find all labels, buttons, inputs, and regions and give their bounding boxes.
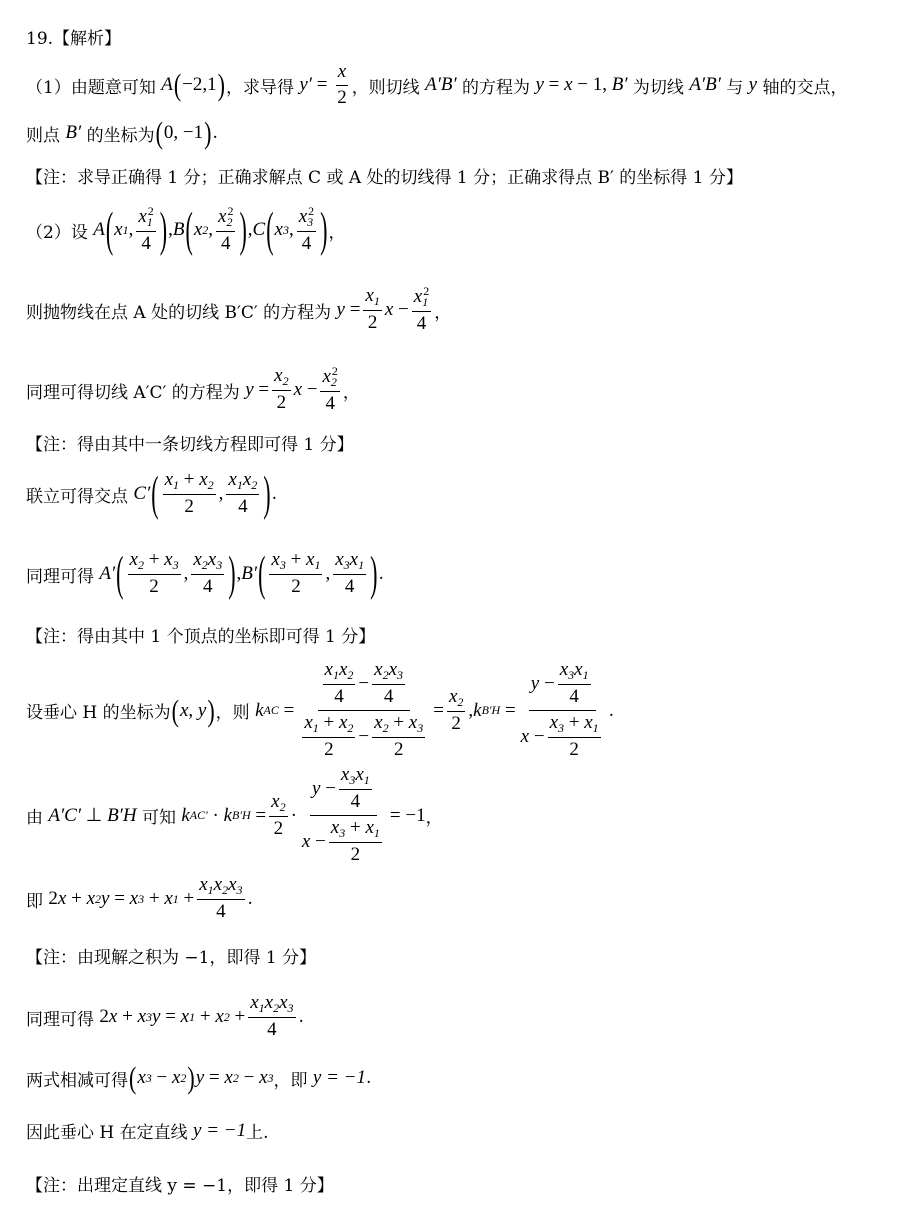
x: x: [384, 299, 394, 321]
frac-x-over-2: [335, 62, 349, 109]
part1-text-b: ，求导得: [225, 77, 300, 98]
x2: x: [193, 219, 203, 241]
den: 2: [337, 86, 347, 108]
p8-b: 可知: [136, 808, 182, 829]
n: y − $\frac{x_3x_1}{4}$: [529, 660, 596, 711]
n: $x_2$: [269, 792, 287, 817]
d: 4: [325, 393, 335, 415]
frac-x2sq: [216, 205, 235, 255]
f1: [163, 470, 216, 518]
f1: [272, 366, 290, 414]
f1: [128, 550, 181, 598]
n: $x_2^2$: [320, 365, 339, 392]
f2: [320, 365, 339, 415]
d: 4: [203, 576, 213, 598]
p7-a: 设垂心 H 的坐标为: [26, 703, 171, 724]
part1-text-d: 的方程为: [456, 77, 536, 98]
note-3: [26, 622, 880, 647]
p9-end: .: [247, 889, 253, 910]
xy: x: [179, 699, 189, 721]
sAC: AC: [263, 703, 279, 718]
line-AB-2: A′B′: [689, 74, 721, 96]
n3: $x_3^2$: [297, 205, 316, 232]
d: 2: [273, 817, 284, 839]
note-1: [26, 163, 880, 188]
paren-c: ): [204, 114, 212, 150]
Bp: B′: [241, 563, 258, 585]
p11-end: .: [365, 1068, 372, 1088]
paren-close: ): [217, 67, 225, 103]
p11-a: 两式相减可得: [26, 1070, 128, 1091]
pc1: ): [159, 201, 168, 257]
part1-text-g: 轴的交点，: [757, 77, 848, 98]
tangent-AC: [26, 365, 880, 415]
n: $x_2 + x_3$: [128, 550, 181, 575]
p9-a: 即: [26, 891, 49, 912]
po2: (: [185, 201, 193, 257]
eq3: =: [500, 699, 516, 721]
line-AB: A′B′: [425, 74, 457, 96]
pc2: ): [239, 201, 247, 257]
eq-B: B′: [611, 74, 628, 96]
s1: AC′: [189, 808, 208, 823]
n2: $x_2^2$: [216, 205, 235, 232]
n: $x_1x_2$: [226, 470, 259, 495]
p3-end: ，: [434, 302, 452, 323]
f1: [363, 286, 381, 334]
y-axis: y: [748, 74, 758, 96]
eq: =: [344, 299, 361, 321]
c2: ,: [325, 563, 331, 585]
pc3: ): [320, 201, 328, 257]
cm: ,: [468, 699, 474, 721]
note5-text: 【注：出理定直线 y = −1，即得 1 分】: [26, 1176, 334, 1196]
equals: =: [311, 74, 333, 96]
note2-text: 【注：得由其中一条切线方程即可得 1 分】: [26, 435, 354, 455]
d: $\frac{x_1 + x_2}{2}$ − $\frac{x_2 + x_3}{2}$: [304, 712, 424, 761]
f2: [226, 470, 259, 518]
p6-a: 同理可得: [26, 566, 100, 587]
d: 4: [238, 496, 248, 518]
po3: (: [266, 201, 274, 257]
n: $x_1^2$: [136, 205, 155, 232]
kBH: k: [473, 699, 482, 721]
frac-x1sq: [136, 205, 155, 255]
d: 4: [267, 1019, 277, 1041]
cm1: ,: [168, 219, 173, 241]
x3: x: [274, 219, 283, 241]
eq2: =: [433, 699, 444, 721]
po: (: [129, 1059, 137, 1095]
frac-x3sq: [297, 205, 316, 255]
p1b-b: 的坐标为: [81, 125, 155, 146]
pC: C: [252, 219, 266, 241]
po: (: [116, 545, 124, 601]
equation-1: 即 2 x + x 2 y = x 3 + x 1 + $\frac{x_1x_2x_3}{4}$ .: [26, 874, 253, 923]
d: 4: [344, 576, 355, 598]
tangent-eq: y: [535, 74, 544, 96]
n: y − $\frac{x_3x_1}{4}$: [310, 765, 377, 816]
n: $x_1 + x_2$: [163, 470, 216, 495]
subtract: 两式相减可得 ( x 3 − x 2 ) y = x 2 − x 3 ，即 y = −1 .: [26, 1059, 372, 1095]
f: [248, 993, 295, 1041]
n: $x_1$: [363, 286, 381, 311]
intersection-C: [26, 465, 880, 521]
orthocenter-slopes: 设垂心 H 的坐标为 ( x , y ) ，则 k AC = $\frac{x_1x_2}{4}$ − $\frac{x_2x_3}{4}$ $\frac{x_1 + x_2}{2}$ − $\frac{x_2 + x_3}{2}$ = $\frac{x_2}{2}$ , k B′H = y − $\frac{x_3x_1}{4}$ x − $\frac{x_3 + x_1}{2}$ .: [26, 659, 615, 761]
pB: B: [172, 219, 185, 241]
p4-end: ，: [342, 382, 360, 403]
eq-x: x: [564, 74, 573, 96]
y: y: [245, 379, 254, 401]
part1-line2: [26, 114, 880, 150]
part1-text-e: 为切线: [627, 77, 690, 98]
eq: =: [250, 804, 267, 826]
p7-end: .: [608, 700, 615, 721]
p10-end: .: [298, 1007, 304, 1028]
p11-b: ，即: [273, 1070, 313, 1091]
note3-text: 【注：得由其中 1 个顶点的坐标即可得 1 分】: [26, 627, 376, 647]
paren-open: (: [173, 67, 182, 103]
n: $x_1x_2x_3$: [197, 875, 244, 900]
p8-a: 由: [26, 808, 49, 829]
part1-text-a: （1）由题意可知: [26, 77, 162, 98]
note1-text: 【注：求导正确得 1 分；正确求解点 C 或 A 处的切线得 1 分；正确求得点 B′ 的坐标得 1 分】: [26, 168, 743, 188]
p6-end: .: [378, 564, 384, 585]
pc: ): [263, 465, 271, 521]
f: [197, 875, 244, 923]
big-frac-kBH: [519, 660, 606, 761]
p1b-c: .: [212, 123, 218, 143]
part2-setup: [26, 201, 880, 257]
eq: =: [253, 379, 270, 401]
f-x2-2: [269, 792, 287, 840]
note-5: [26, 1171, 880, 1196]
two: 2: [48, 888, 58, 910]
pc: ): [207, 692, 215, 728]
n: $x_3 + x_1$: [269, 550, 322, 575]
pc: ): [228, 545, 236, 601]
po1: (: [105, 201, 114, 257]
n: $x_1^2$: [412, 285, 431, 312]
k2: k: [223, 804, 233, 826]
d: x − $\frac{x_3 + x_1}{2}$: [520, 712, 599, 761]
p3-a: 则抛物线在点 A 处的切线 B′C′ 的方程为: [26, 302, 337, 323]
s1: 1: [122, 222, 129, 237]
equation-2: 同理可得 2 x + x 3 y = x 1 + x 2 + $\frac{x_1x_2x_3}{4}$ .: [26, 992, 304, 1041]
y-eq: y = −1: [193, 1119, 247, 1141]
part1-text-f: 与: [720, 77, 749, 98]
paren-o: (: [155, 114, 163, 150]
n: $x_2x_3$: [191, 550, 224, 575]
y: y: [336, 299, 345, 321]
point-A: A: [161, 74, 173, 96]
x1: x: [114, 219, 123, 241]
f3: [269, 550, 322, 598]
cm: ,: [236, 563, 242, 585]
p7-b: ，则: [215, 703, 256, 724]
Ap: A′: [99, 563, 116, 585]
p5-a: 联立可得交点: [26, 486, 134, 507]
p12-a: 因此垂心 H 在定直线: [26, 1123, 194, 1143]
eq-m1: − 1,: [572, 74, 612, 96]
c3: ,: [288, 219, 294, 241]
eq-m1: = −1: [389, 804, 426, 826]
num: x: [336, 62, 348, 86]
p2-end: ，: [328, 222, 346, 243]
s2: 2: [202, 222, 209, 237]
f2: [191, 550, 224, 598]
d: 2: [149, 576, 159, 598]
n: $x_3x_1$: [333, 550, 366, 575]
f4: [333, 550, 366, 598]
note-2: [26, 430, 880, 455]
c1: ,: [128, 219, 134, 241]
n: $\frac{x_1x_2}{4}$ − $\frac{x_2x_3}{4}$: [318, 660, 410, 711]
AC: A′C′: [48, 804, 81, 826]
B-coord: 0, −1: [163, 122, 204, 143]
perpendicular-condition: [26, 765, 880, 866]
p5-end: .: [271, 484, 278, 505]
f-x2-2: [447, 687, 465, 735]
p1b-a: 则点: [26, 125, 66, 146]
s3: 3: [282, 222, 289, 237]
s2: B′H: [232, 808, 251, 823]
BH: B′H: [107, 804, 137, 826]
y-eq: y = −1: [312, 1067, 366, 1088]
p2-a: （2）设: [26, 222, 94, 243]
eq-rest: =: [543, 74, 565, 96]
note4-text: 【注：由现解之积为 −1，即得 1 分】: [26, 948, 317, 968]
sBH: B′H: [481, 703, 501, 718]
dot: ·: [207, 804, 224, 826]
big-frac-kAC: [297, 660, 430, 761]
po2: (: [258, 545, 266, 601]
d: 4: [216, 901, 226, 923]
p4-a: 同理可得切线 A′C′ 的方程为: [26, 382, 246, 403]
pA: A: [93, 219, 105, 241]
yprime: y′: [299, 74, 312, 96]
d: 2: [276, 392, 287, 414]
p8-end: ，: [425, 808, 443, 829]
d: 2: [451, 712, 461, 734]
cm2: ,: [247, 219, 253, 241]
p10-a: 同理可得: [26, 1009, 100, 1030]
d: 4: [416, 313, 427, 335]
part1-text-c: ，则切线: [351, 77, 426, 98]
p12-end: 上.: [246, 1123, 269, 1143]
c: ,: [183, 563, 189, 585]
minus: −: [302, 379, 318, 401]
perp: ⊥: [81, 805, 108, 827]
d: 2: [184, 496, 194, 518]
point-B: B′: [65, 122, 82, 143]
d: x − $\frac{x_3 + x_1}{2}$: [301, 817, 380, 866]
kAC: k: [255, 699, 264, 721]
k1: k: [181, 804, 190, 826]
header-text: 19.【解析】: [26, 29, 122, 49]
d: 2: [367, 312, 378, 334]
minus: −: [393, 299, 409, 321]
big-frac: [300, 765, 387, 866]
n: $x_1x_2x_3$: [248, 993, 295, 1018]
f2: [412, 285, 431, 335]
note-4: [26, 943, 880, 968]
vertices-AB: [26, 545, 880, 601]
n: $x_2$: [447, 687, 465, 712]
d: 2: [291, 576, 301, 598]
c: ,: [218, 483, 224, 505]
x: x: [293, 379, 302, 401]
eq: =: [278, 699, 295, 721]
c2: ,: [208, 219, 213, 241]
d: 4: [141, 233, 151, 255]
solution-header: [26, 24, 880, 49]
Cp: C′: [133, 483, 151, 505]
po: (: [151, 465, 159, 521]
conclusion: [26, 1118, 880, 1143]
d2: 4: [220, 233, 231, 255]
pc2: ): [370, 545, 378, 601]
tangent-BC: [26, 285, 880, 335]
n: $x_2$: [272, 366, 290, 391]
A-coords: −2,1: [182, 74, 217, 96]
d3: 4: [301, 233, 312, 255]
po: (: [171, 692, 179, 728]
dot2: ·: [290, 804, 297, 826]
part1-line1: [26, 62, 880, 109]
pc: ): [187, 1059, 195, 1095]
